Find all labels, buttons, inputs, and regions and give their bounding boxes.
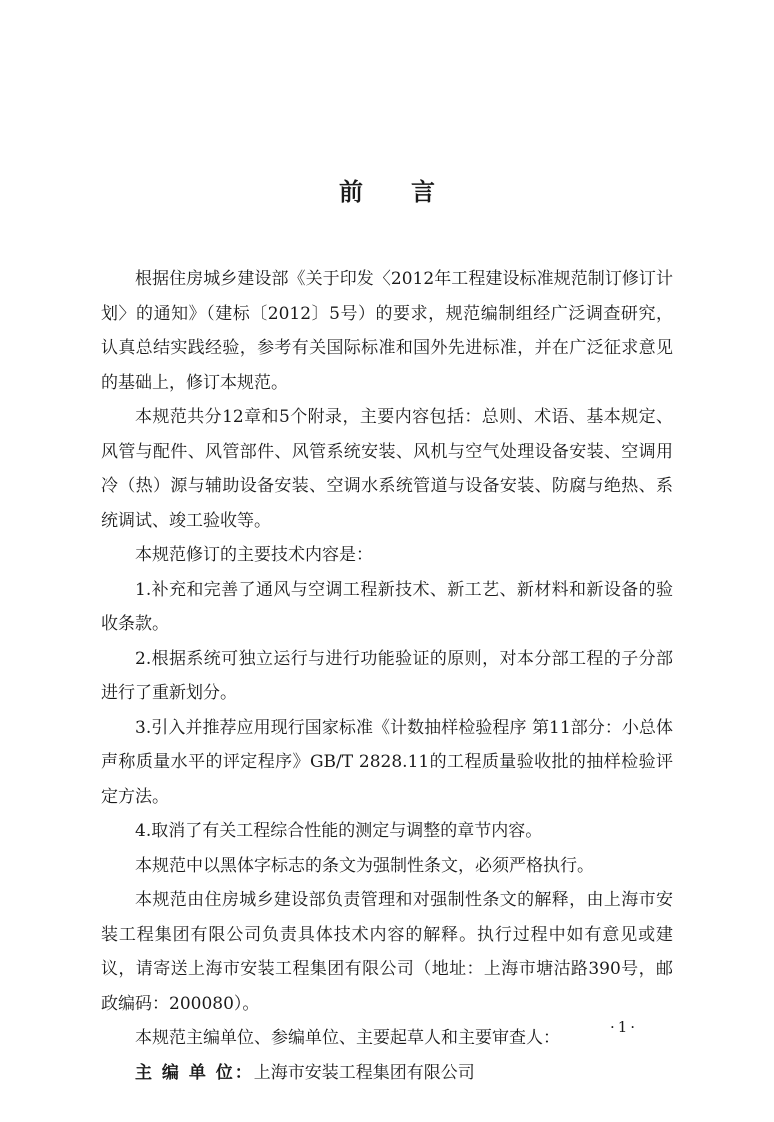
paragraph: 2.根据系统可独立运行与进行功能验证的原则，对本分部工程的子分部进行了重新划分。	[101, 648, 673, 703]
paragraph: 4.取消了有关工程综合性能的测定与调整的章节内容。	[135, 821, 543, 841]
chief-editor-line	[101, 1056, 673, 1091]
chief-editor-label: 主 编 单 位：	[135, 1062, 254, 1083]
title-char-1: 前	[339, 178, 363, 206]
paragraph: 根据住房城乡建设部《关于印发〈2012年工程建设标准规范制订修订计划〉的通知》（建标〔2012〕5号）的要求，规范编制组经广泛调查研究，认真总结实践经验，参考有关国际标准和国外先进标准，并在广泛征求意见的基础上，修订本规范。	[101, 269, 673, 393]
paragraph: 本规范中以黑体字标志的条文为强制性条文，必须严格执行。	[135, 855, 594, 876]
page-number: ·1·	[610, 1018, 639, 1036]
paragraph: 本规范修订的主要技术内容是：	[135, 545, 373, 565]
title-char-2: 言	[411, 178, 435, 206]
paragraph: 本规范共分12章和5个附录，主要内容包括：总则、术语、基本规定、风管与配件、风管部件、风管系统安装、风机与空气处理设备安装、空调用冷（热）源与辅助设备安装、空调水系统管道与设备安装、防腐与绝热、系统调试、竣工验收等。	[101, 407, 673, 531]
chief-editor-value: 上海市安装工程集团有限公司	[253, 1062, 475, 1083]
paragraph: 本规范由住房城乡建设部负责管理和对强制性条文的解释，由上海市安装工程集团有限公司负责具体技术内容的解释。执行过程中如有意见或建议，请寄送上海市安装工程集团有限公司（地址：上海市塘沽路390号，邮政编码：200080）。	[101, 890, 673, 1014]
body-text	[101, 262, 673, 1090]
page-title	[0, 172, 774, 207]
paragraph: 3.引入并推荐应用现行国家标准《计数抽样检验程序 第11部分：小总体声称质量水平的评定程序》GB/T 2828.11的工程质量验收批的抽样检验评定方法。	[101, 717, 673, 807]
paragraph: 1.补充和完善了通风与空调工程新技术、新工艺、新材料和新设备的验收条款。	[101, 579, 673, 634]
paragraph: 本规范主编单位、参编单位、主要起草人和主要审查人：	[135, 1028, 560, 1048]
